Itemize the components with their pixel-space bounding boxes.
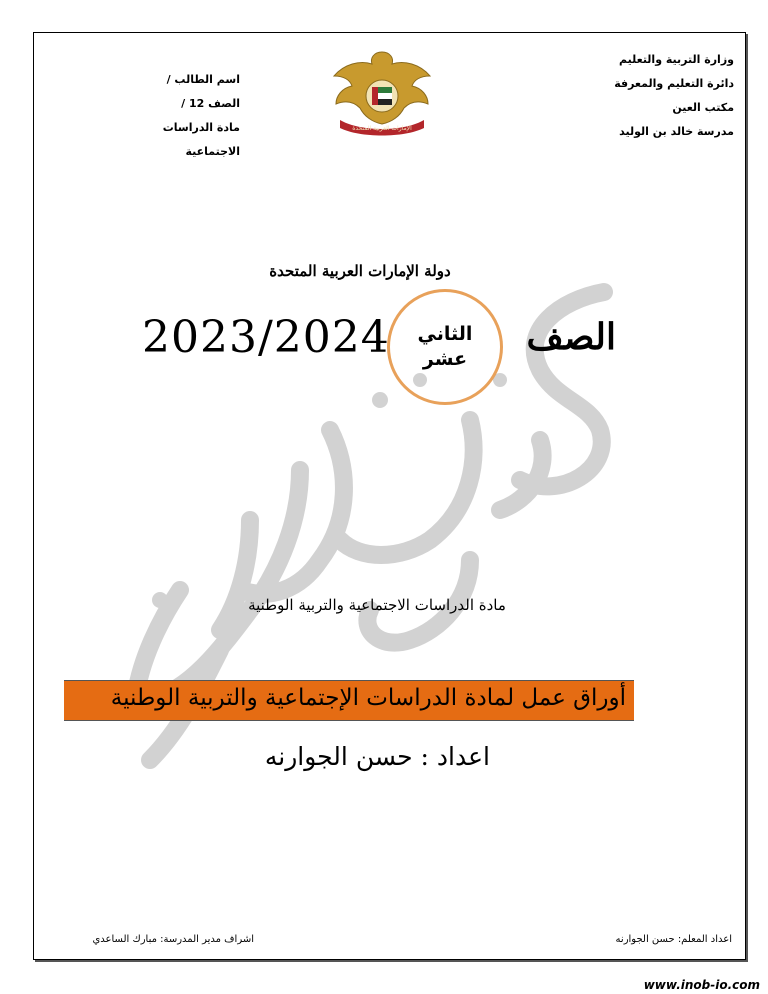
page-frame: [33, 32, 746, 960]
title-banner-text: أوراق عمل لمادة الدراسات الإجتماعية والتربية الوطنية: [110, 685, 626, 711]
subject-label: مادة الدراسات الاجتماعية: [162, 121, 240, 158]
department-name: دائرة التعليم والمعرفة: [614, 77, 734, 90]
student-name-label: اسم الطالب /: [166, 73, 240, 86]
header-ministry-block: [544, 48, 734, 144]
grade-label: الصف 12 /: [181, 97, 240, 110]
grade-word: الصف: [526, 316, 616, 358]
ministry-name: وزارة التربية والتعليم: [619, 53, 734, 66]
school-name: مدرسة خالد بن الوليد: [619, 125, 734, 138]
emblem-ribbon-text: الإمارات العربية المتحدة: [352, 125, 412, 132]
academic-year: 2023/2024: [142, 312, 390, 363]
uae-emblem-icon: [330, 46, 434, 138]
grade-circle: [387, 289, 503, 405]
author-line: اعداد : حسن الجوارنه: [264, 742, 490, 771]
header-student-block: [120, 68, 240, 164]
country-title: دولة الإمارات العربية المتحدة: [269, 262, 451, 280]
footer-teacher: اعداد المعلم: حسن الجوارنه: [615, 934, 732, 945]
office-name: مكتب العين: [672, 101, 734, 114]
footer-supervisor: اشراف مدير المدرسة: مبارك الساعدي: [92, 934, 254, 945]
site-url-link[interactable]: www.inob-io.com: [643, 978, 760, 992]
grade-number: الثاني عشر: [417, 323, 473, 370]
subject-line: مادة الدراسات الاجتماعية والتربية الوطنية: [248, 596, 506, 614]
title-banner: [64, 680, 634, 721]
